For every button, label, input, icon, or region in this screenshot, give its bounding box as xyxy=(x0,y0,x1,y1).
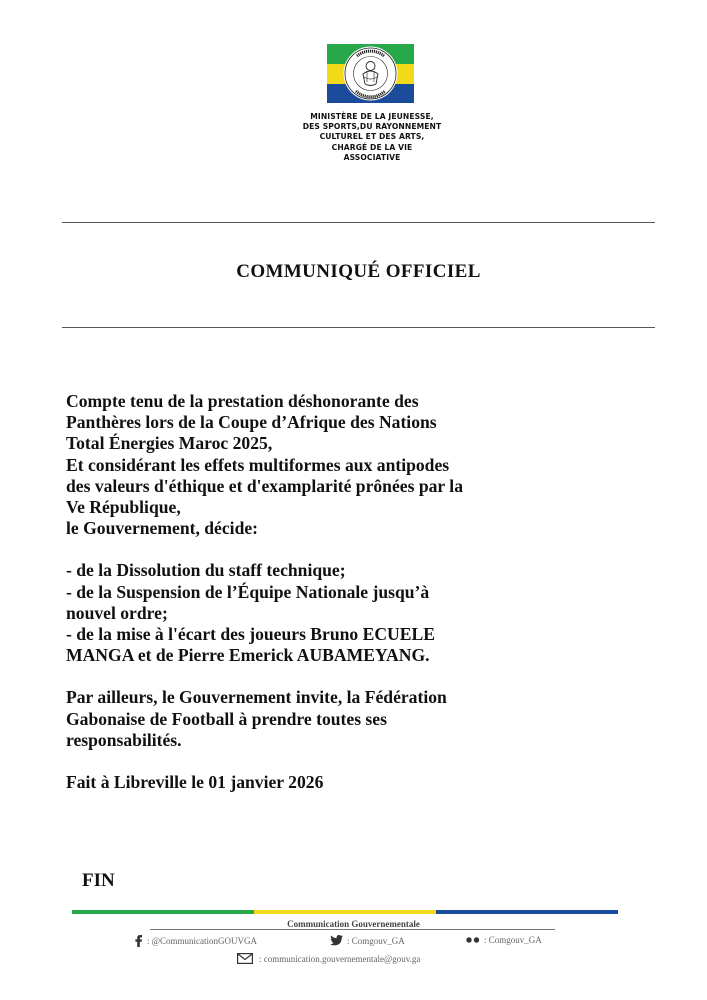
end-mark: FIN xyxy=(82,870,115,891)
body-line: le Gouvernement, décide: xyxy=(66,518,259,539)
email-contact xyxy=(237,953,420,964)
decision-line: - de la Dissolution du staff technique; xyxy=(66,560,346,581)
signoff-line: Fait à Libreville le 01 janvier 2026 xyxy=(66,772,324,793)
footer-divider xyxy=(150,929,555,930)
ministry-logo xyxy=(327,44,414,103)
mail-icon xyxy=(237,953,253,964)
ministry-line-4: CHARGÉ DE LA VIE xyxy=(331,142,413,152)
decision-line: MANGA et de Pierre Emerick AUBAMEYANG. xyxy=(66,645,430,666)
body-line: Et considérant les effets multiformes aux antipodes xyxy=(66,454,450,475)
body-line: Gabonaise de Football à prendre toutes ses xyxy=(66,708,387,729)
facebook-contact xyxy=(134,935,257,947)
ministry-line-2: DES SPORTS,DU RAYONNEMENT xyxy=(302,122,442,132)
footer-bar-yellow xyxy=(254,910,436,914)
body-line: Ve République, xyxy=(66,497,181,518)
coat-of-arms-emblem xyxy=(344,47,398,101)
facebook-handle: : @CommunicationGOUVGA xyxy=(147,936,258,946)
body-line: des valeurs d'éthique et d'examplarité prônées par la xyxy=(66,475,463,496)
flickr-icon xyxy=(466,937,480,943)
document-title: COMMUNIQUÉ OFFICIEL xyxy=(236,261,481,282)
body-line: responsabilités. xyxy=(66,729,182,750)
body-line: Par ailleurs, le Gouvernement invite, la Fédération xyxy=(66,687,447,708)
title-divider xyxy=(62,327,655,328)
decision-line: - de la Suspension de l’Équipe Nationale jusqu’à xyxy=(66,581,430,602)
twitter-icon xyxy=(330,935,343,946)
flickr-handle: : Comgouv_GA xyxy=(484,935,542,945)
footer-title: Communication Gouvernementale xyxy=(287,919,420,929)
communique-body xyxy=(66,391,666,793)
footer-bar-blue xyxy=(436,910,618,914)
ministry-name xyxy=(283,112,461,163)
body-line: Panthères lors de la Coupe d’Afrique des Nations xyxy=(66,412,437,433)
body-line: Total Énergies Maroc 2025, xyxy=(66,433,273,454)
facebook-icon xyxy=(134,935,143,947)
ministry-line-1: MINISTÈRE DE LA JEUNESSE, xyxy=(310,112,434,121)
ministry-line-5: ASSOCIATIVE xyxy=(343,152,401,162)
flickr-contact xyxy=(466,935,542,945)
body-line: Compte tenu de la prestation déshonorante des xyxy=(66,391,419,411)
email-address: : communication.gouvernementale@gouv.ga xyxy=(259,953,421,964)
top-divider xyxy=(62,222,655,223)
decision-line: nouvel ordre; xyxy=(66,602,168,623)
ministry-line-3: CULTUREL ET DES ARTS, xyxy=(319,132,425,142)
footer-bar-green xyxy=(72,910,254,914)
twitter-contact xyxy=(330,935,405,946)
decision-line: - de la mise à l'écart des joueurs Bruno ECUELE xyxy=(66,624,435,645)
twitter-handle: : Comgouv_GA xyxy=(347,935,405,946)
